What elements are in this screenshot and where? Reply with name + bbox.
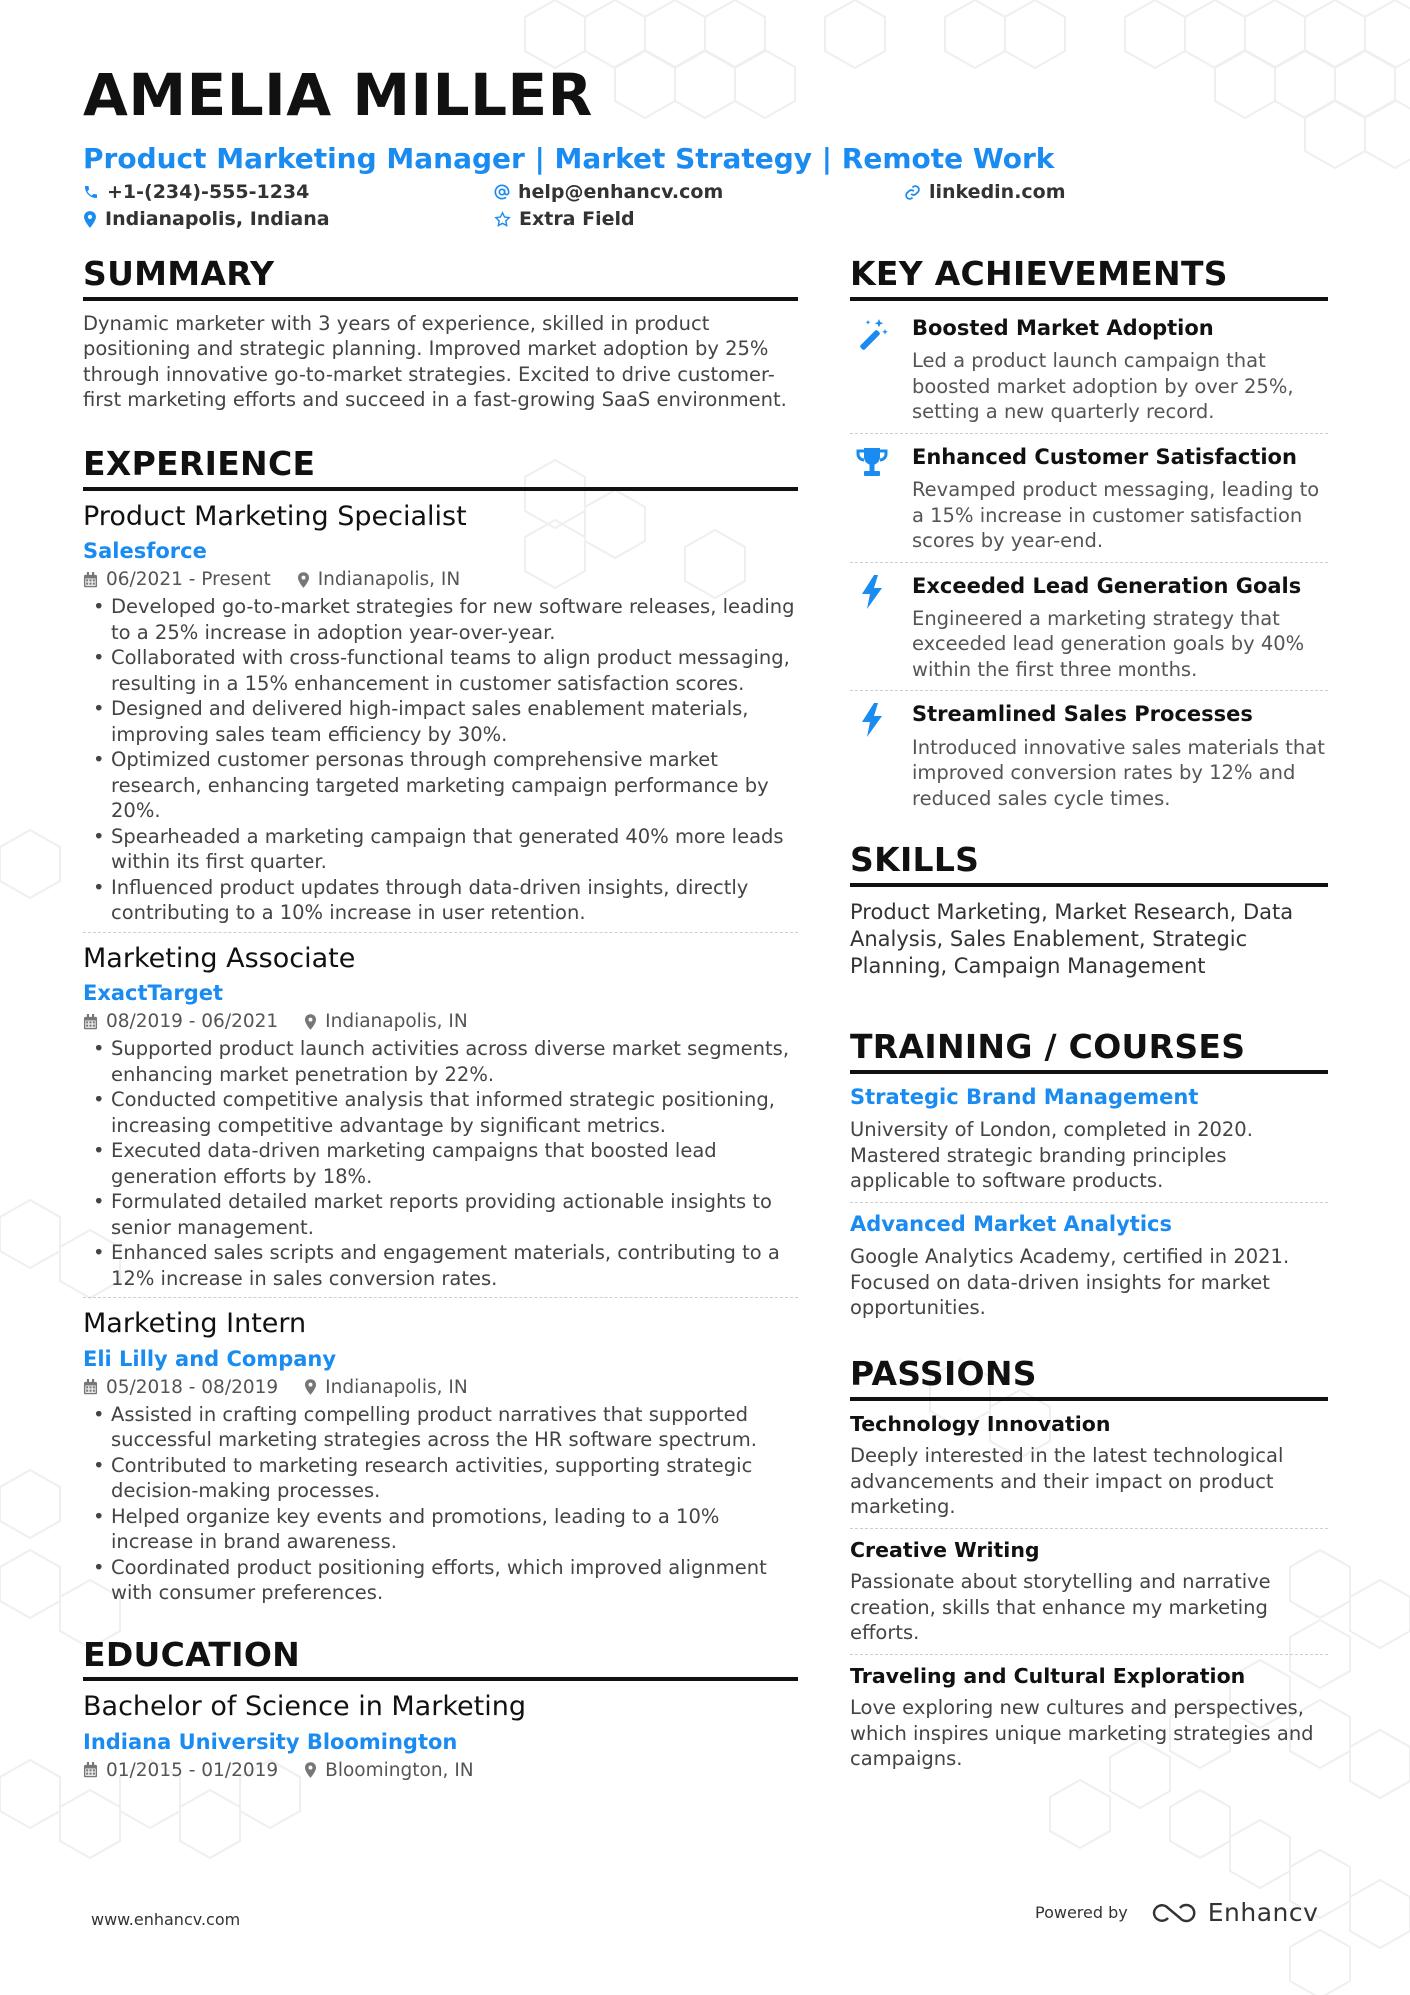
job-company: ExactTarget — [83, 981, 224, 1006]
achievement-title: Streamlined Sales Processes — [912, 702, 1253, 727]
contact-linkedin-text: linkedin.com — [929, 181, 1066, 203]
bullet-item: • Enhanced sales scripts and engagement materials, contributing to a 12% increase in sales conversion rates. — [83, 1240, 798, 1291]
achievement-desc: Introduced innovative sales materials that improved conversion rates by 12% and reduced sales cycle times. — [912, 735, 1325, 810]
calendar-icon — [83, 1762, 98, 1778]
job-meta — [83, 1011, 798, 1032]
education-dates: 01/2015 - 01/2019 — [106, 1759, 279, 1781]
experience-item — [83, 943, 798, 1291]
contact-email-text: help@enhancv.com — [518, 181, 724, 203]
link-icon — [904, 184, 921, 201]
job-title: Marketing Associate — [83, 942, 356, 974]
passion-desc: Love exploring new cultures and perspectives, which inspires unique marketing strategies and campaigns. — [850, 1696, 1314, 1771]
magic-wand-icon — [855, 317, 889, 351]
achievement-title: Boosted Market Adoption — [912, 315, 1214, 340]
achievement-desc: Revamped product messaging, leading to a 15% increase in customer satisfaction scores by year-end. — [912, 478, 1320, 553]
bullet-item: • Conducted competitive analysis that informed strategic positioning, increasing competitive advantage by significant metrics. — [83, 1087, 798, 1138]
footer-branding — [1035, 1898, 1318, 1927]
job-dates: 08/2019 - 06/2021 — [106, 1011, 279, 1033]
passion-title: Traveling and Cultural Exploration — [850, 1663, 1246, 1688]
passion-title: Creative Writing — [850, 1537, 1040, 1562]
achievement-item — [850, 701, 1328, 811]
contact-extra — [494, 208, 635, 230]
passion-desc: Passionate about storytelling and narrative creation, skills that enhance my marketing efforts. — [850, 1570, 1271, 1645]
job-company: Salesforce — [83, 539, 207, 564]
bullet-item: • Developed go-to-market strategies for new software releases, leading to a 25% increase in adoption year-over-year. — [83, 594, 798, 645]
calendar-icon — [83, 1379, 98, 1395]
divider — [850, 433, 1328, 434]
job-company: Eli Lilly and Company — [83, 1346, 337, 1371]
enhancv-logo[interactable] — [1150, 1898, 1319, 1927]
phone-icon — [83, 184, 99, 200]
achievements-heading: KEY ACHIEVEMENTS — [850, 255, 1328, 301]
passion-item — [850, 1663, 1328, 1772]
bullet-item: • Influenced product updates through data-driven insights, directly contributing to a 10% increase in user retention. — [83, 875, 798, 926]
achievement-item — [850, 573, 1328, 683]
passion-item — [850, 1537, 1328, 1646]
achievement-desc: Led a product launch campaign that boosted market adoption by over 25%, setting a new quarterly record. — [912, 349, 1294, 424]
course-title: Advanced Market Analytics — [850, 1211, 1172, 1236]
calendar-icon — [83, 572, 98, 588]
course-item — [850, 1211, 1328, 1321]
training-heading: TRAINING / COURSES — [850, 1028, 1328, 1074]
divider — [850, 562, 1328, 563]
candidate-headline: Product Marketing Manager | Market Strategy | Remote Work — [83, 142, 1055, 175]
job-location: Indianapolis, IN — [325, 1011, 468, 1033]
passions-heading: PASSIONS — [850, 1355, 1328, 1401]
skills-text: Product Marketing, Market Research, Data Analysis, Sales Enablement, Strategic Planning, Campaign Management — [850, 900, 1294, 979]
skills-heading: SKILLS — [850, 841, 1328, 887]
job-location: Indianapolis, IN — [325, 1376, 468, 1398]
location-pin-icon — [83, 211, 97, 228]
bullet-item: • Collaborated with cross-functional teams to align product messaging, resulting in a 15% enhancement in customer satisfaction scores. — [83, 645, 798, 696]
contact-email[interactable] — [494, 181, 723, 203]
at-sign-icon — [494, 184, 510, 200]
bullet-item: • Spearheaded a marketing campaign that generated 40% more leads within its first quarter. — [83, 824, 798, 875]
footer-website[interactable]: www.enhancv.com — [91, 1910, 241, 1929]
passion-desc: Deeply interested in the latest technological advancements and their impact on product marketing. — [850, 1444, 1284, 1519]
lightning-icon — [861, 703, 883, 737]
location-pin-icon — [304, 1014, 317, 1030]
divider — [850, 1528, 1328, 1529]
achievement-desc: Engineered a marketing strategy that exceeded lead generation goals by 40% within the first three months. — [912, 606, 1305, 681]
achievement-title: Exceeded Lead Generation Goals — [912, 573, 1302, 598]
candidate-name: AMELIA MILLER — [83, 61, 593, 129]
experience-item — [83, 501, 798, 926]
experience-heading: EXPERIENCE — [83, 445, 798, 491]
contact-linkedin[interactable] — [904, 181, 1066, 203]
calendar-icon — [83, 1014, 98, 1030]
divider — [850, 690, 1328, 691]
education-location: Bloomington, IN — [325, 1759, 474, 1781]
course-title: Strategic Brand Management — [850, 1085, 1199, 1109]
education-item — [83, 1691, 798, 1780]
contact-extra-text: Extra Field — [519, 208, 635, 230]
summary-heading: SUMMARY — [83, 255, 798, 301]
enhancv-logo-icon — [1150, 1901, 1198, 1925]
job-dates: 05/2018 - 08/2019 — [106, 1376, 279, 1398]
job-location: Indianapolis, IN — [317, 569, 461, 591]
location-pin-icon — [297, 572, 310, 588]
job-title: Marketing Intern — [83, 1308, 307, 1340]
contact-phone-text: +1-(234)-555-1234 — [107, 181, 310, 203]
education-meta — [83, 1760, 798, 1781]
bullet-item: • Helped organize key events and promotions, leading to a 10% increase in brand awareness. — [83, 1504, 798, 1555]
school-name: Indiana University Bloomington — [83, 1729, 458, 1754]
trophy-icon — [855, 446, 889, 478]
right-column — [850, 255, 1328, 1772]
bullet-item: • Contributed to marketing research activities, supporting strategic decision-making processes. — [83, 1453, 798, 1504]
course-desc: Google Analytics Academy, certified in 2021. Focused on data-driven insights for market opportunities. — [850, 1245, 1290, 1320]
achievement-item — [850, 315, 1328, 425]
brand-name: Enhancv — [1207, 1898, 1319, 1927]
divider — [83, 932, 798, 933]
education-heading: EDUCATION — [83, 1636, 798, 1682]
degree-title: Bachelor of Science in Marketing — [83, 1691, 526, 1723]
job-meta — [83, 569, 798, 590]
bullet-item: • Designed and delivered high-impact sales enablement materials, improving sales team efficiency by 30%. — [83, 696, 798, 747]
bullet-item: • Formulated detailed market reports providing actionable insights to senior management. — [83, 1189, 798, 1240]
bullet-item: • Executed data-driven marketing campaigns that boosted lead generation efforts by 18%. — [83, 1138, 798, 1189]
divider — [850, 1202, 1328, 1203]
bullet-item: • Optimized customer personas through comprehensive market research, enhancing targeted marketing campaign performance by 20%. — [83, 747, 798, 824]
star-icon — [494, 211, 511, 228]
bullet-item: • Coordinated product positioning efforts, which improved alignment with consumer preferences. — [83, 1555, 798, 1606]
contact-location — [83, 208, 330, 230]
contact-phone — [83, 181, 309, 203]
divider — [850, 1654, 1328, 1655]
job-meta — [83, 1377, 798, 1398]
bullet-item: • Supported product launch activities across diverse market segments, enhancing market penetration by 22%. — [83, 1036, 798, 1087]
job-dates: 06/2021 - Present — [106, 569, 271, 591]
job-title: Product Marketing Specialist — [83, 500, 467, 532]
job-bullets — [83, 1036, 798, 1291]
passion-title: Technology Innovation — [850, 1411, 1111, 1436]
location-pin-icon — [304, 1379, 317, 1395]
bullet-item: • Assisted in crafting compelling product narratives that supported successful marketing strategies across the HR software spectrum. — [83, 1402, 798, 1453]
experience-item — [83, 1308, 798, 1605]
job-bullets — [83, 594, 798, 926]
lightning-icon — [861, 575, 883, 609]
course-item — [850, 1084, 1328, 1194]
achievement-title: Enhanced Customer Satisfaction — [912, 444, 1297, 469]
divider — [83, 1297, 798, 1298]
contact-location-text: Indianapolis, Indiana — [105, 208, 330, 230]
left-column — [83, 255, 798, 1781]
powered-by-label: Powered by — [1035, 1903, 1128, 1922]
course-desc: University of London, completed in 2020. Mastered strategic branding principles applicable to software products. — [850, 1118, 1253, 1193]
job-bullets — [83, 1402, 798, 1606]
location-pin-icon — [304, 1762, 317, 1778]
summary-text: Dynamic marketer with 3 years of experience, skilled in product positioning and strategic planning. Improved market adoption by 25% through innovative go-to-market strategies. Excited to drive customer-first marketing efforts and succeed in a fast-growing SaaS environment. — [83, 311, 787, 412]
passion-item — [850, 1411, 1328, 1520]
achievement-item — [850, 444, 1328, 554]
